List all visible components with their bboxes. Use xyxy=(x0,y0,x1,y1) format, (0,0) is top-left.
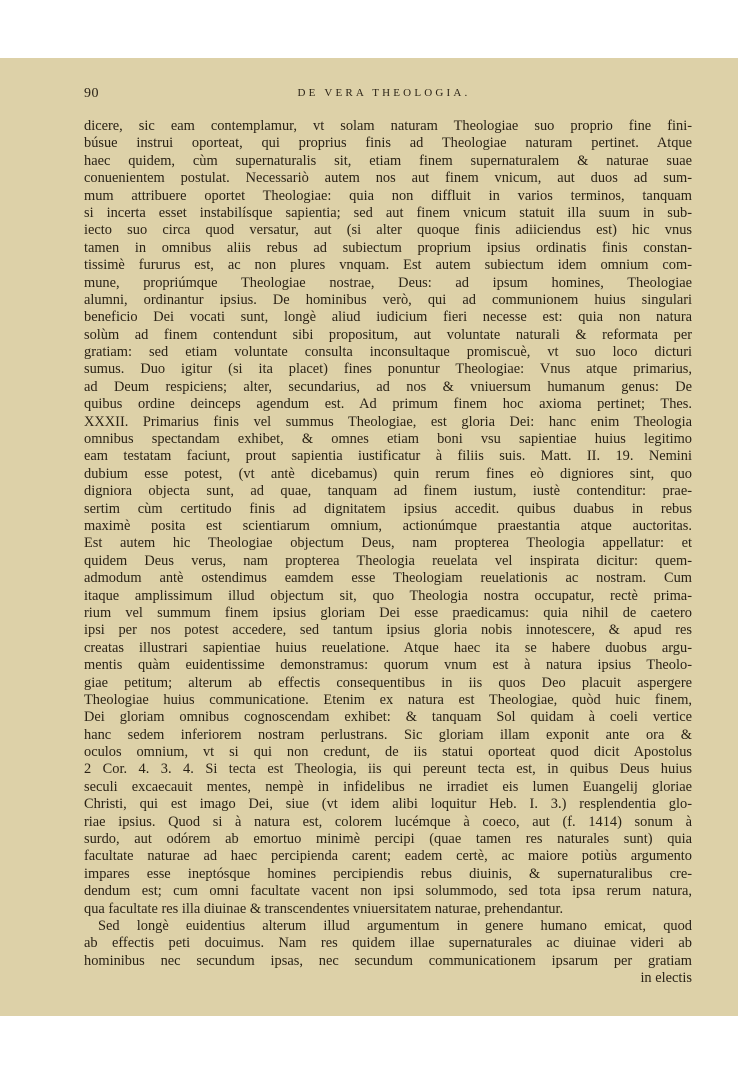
page-header xyxy=(84,86,684,106)
text-line: riae ipsius. Quod si à natura est, colorem lucémque à coeco, aut (f. 1414) sonum à xyxy=(84,813,692,830)
text-line: Est autem hic Theologiae objectum Deus, nam propterea Theologia appellatur: et xyxy=(84,535,692,552)
text-line: omnibus spectandam exhibet, & omnes etiam boni vsu sapientiae huius legitimo xyxy=(84,431,692,448)
text-line: giae petitum; alterum ab effectis consequentibus in iis quos Deo placuit aspergere xyxy=(84,674,692,691)
text-line: mentis quàm euidentissime demonstramus: quorum vnum est à natura ipsius Theolo- xyxy=(84,657,692,674)
text-line: búsue instrui oporteat, qui proprius finis ad Theologiae naturam pertinet. Atque xyxy=(84,135,692,152)
text-line: dicere, sic eam contemplamur, vt solam naturam Theologiae suo proprio fine fini- xyxy=(84,118,692,134)
text-line: qua facultate res illa diuinae & transcendentes vniuersitatem naturae, prehendantur. xyxy=(84,900,564,917)
text-line: surdo, aut odórem ab emortuo minimè percipi (quae tamen res naturales sunt) quia xyxy=(84,831,692,848)
text-line: si incerta esset instabilísque sapientia; sed aut finem vnicum statuit illa suum in sub- xyxy=(84,204,692,221)
text-line: mum attribuere oportet Theologiae: quia non diffluit in varios terminos, tanquam xyxy=(84,187,692,204)
text-line: ipsi per nos potest accedere, sed tantum ipsius gloria nobis innotescere, & apud res xyxy=(84,622,692,639)
text-line: oculos omnium, vt si qui non credunt, de iis statui oporteat quod dicit Apostolus xyxy=(84,744,692,761)
text-line: iecto suo circa quod versatur, aut (si alter quoque finis adiiciendus est) hic vnus xyxy=(84,222,692,239)
text-line: 2 Cor. 4. 3. 4. Si tecta est Theologia, iis qui pereunt tecta est, in quibus Deus huius xyxy=(84,761,692,778)
text-line: haec quidem, cùm supernaturalis sit, etiam finem supernaturalem & naturae suae xyxy=(84,152,692,169)
text-line: ab effectis peti docuimus. Nam res quidem illae supernaturales ac diuinae videri ab xyxy=(84,935,692,952)
book-page xyxy=(0,58,738,1016)
text-line: Christi, qui est imago Dei, siue (vt idem alibi loquitur Heb. I. 3.) resplendentia glo- xyxy=(84,796,692,813)
text-line: gratiam: sed etiam voluntate consulta inconsultaque promiscuè, vt suo loco dicturi xyxy=(84,344,692,361)
text-line: alumni, ordinantur ipsius. De hominibus verò, qui ad communionem huius singulari xyxy=(84,291,692,308)
text-line: tamen in omnibus aliis rebus ad subiectum proprium ipsius ordinatis finis constan- xyxy=(84,239,692,256)
text-line: dubium esse potest, (vt antè dicebamus) quin rerum fines eò digniores sint, quo xyxy=(84,465,692,482)
text-line: tissimè fururus est, ac non plures vnquam. Est autem subiectum idem omnium com- xyxy=(84,257,692,274)
text-line: impares esse ineptósque homines percipiendis rebus diuinis, & supernaturalibus cre- xyxy=(84,865,692,882)
text-line: ad Deum respiciens; alter, secundarius, ad nos & vniuersum humanum genus: De xyxy=(84,378,692,395)
text-line: quibus ordine deinceps agendum est. Ad primum finem hoc axioma pertinet; Thes. xyxy=(84,396,692,413)
page-number: 90 xyxy=(84,86,99,101)
text-line: conuenientem postulat. Necessariò autem nos aut finem vnicum, aut duos ad sum- xyxy=(84,170,692,187)
text-line: mune, propriúmque Theologiae nostrae, Deus: ad ipsum homines, Theologiae xyxy=(84,274,692,291)
text-line: hominibus nec secundum ipsas, nec secundum communicationem ipsarum per gratiam xyxy=(84,952,692,969)
text-line: solùm ad finem contendunt sibi propositum, aut voluntate naturali & reformata per xyxy=(84,326,692,343)
text-line: maximè posita est scientiarum omnium, actionúmque praestantia atque auctoritas. xyxy=(84,517,692,534)
text-line: sertim cùm certitudo finis ad dignitatem ipsius accedit. quibus duabus in rebus xyxy=(84,500,692,517)
text-line: in electis xyxy=(640,970,692,987)
text-line: admodum antè ostendimus eamdem esse Theologiam reuelationis ac nostram. Cum xyxy=(84,570,692,587)
text-line: Sed longè euidentius alterum illud argumentum in genere humano emicat, quod xyxy=(98,917,692,934)
text-line: Theologiae huius communicatione. Etenim ex natura est Theologiae, quòd huic finem, xyxy=(84,691,692,708)
body-text xyxy=(84,118,692,988)
running-head: DE VERA THEOLOGIA. xyxy=(297,87,471,99)
text-line: rium vel summum finem ipsius gloriam Dei esse praedicamus: quia nihil de caetero xyxy=(84,604,692,621)
text-line: itaque amplissimum illud objectum sit, quo Theologia nostra occupatur, rectè prima- xyxy=(84,587,692,604)
text-line: Dei gloriam omnibus cognoscendam exhibet: & tanquam Sol quidam à coeli vertice xyxy=(84,709,692,726)
text-line: quidem Deus verus, nam propterea Theologia reuelata vel inspirata dicitur: quem- xyxy=(84,552,692,569)
text-line: dendum est; cum omni facultate vacent non ipsi solummodo, sed tota ipsa rerum natura, xyxy=(84,883,692,900)
text-line: eam testatam faciunt, prout sapientia iustificatur à filiis suis. Matt. II. 19. Nemini xyxy=(84,448,692,465)
text-line: digniora objecta sunt, ad quae, tanquam ad finem iustum, iustè contenditur: prae- xyxy=(84,483,692,500)
text-line: hanc sedem inferiorem nostram perlustrans. Sic gloriam illam exponit ante ora & xyxy=(84,726,692,743)
text-line: beneficio Dei vocati sunt, longè aliud iudicium fieri necesse est: quia non natura xyxy=(84,309,692,326)
text-line: facultate naturae ad haec percipienda carent; eadem certè, ac maiore potiùs argumento xyxy=(84,848,692,865)
text-line: XXXII. Primarius finis vel summus Theologiae, est gloria Dei: hanc enim Theologia xyxy=(84,413,692,430)
text-line: seculi excaecauit mentes, nempè in infidelibus ne irradiet eis lumen Euangelij gloriae xyxy=(84,778,692,795)
text-line: creatas illustrari sapientiae huius reuelatione. Atque haec ita se habere duobus argu- xyxy=(84,639,692,656)
text-line: sumus. Duo igitur (si ita placet) fines ponuntur Theologiae: Vnus atque primarius, xyxy=(84,361,692,378)
